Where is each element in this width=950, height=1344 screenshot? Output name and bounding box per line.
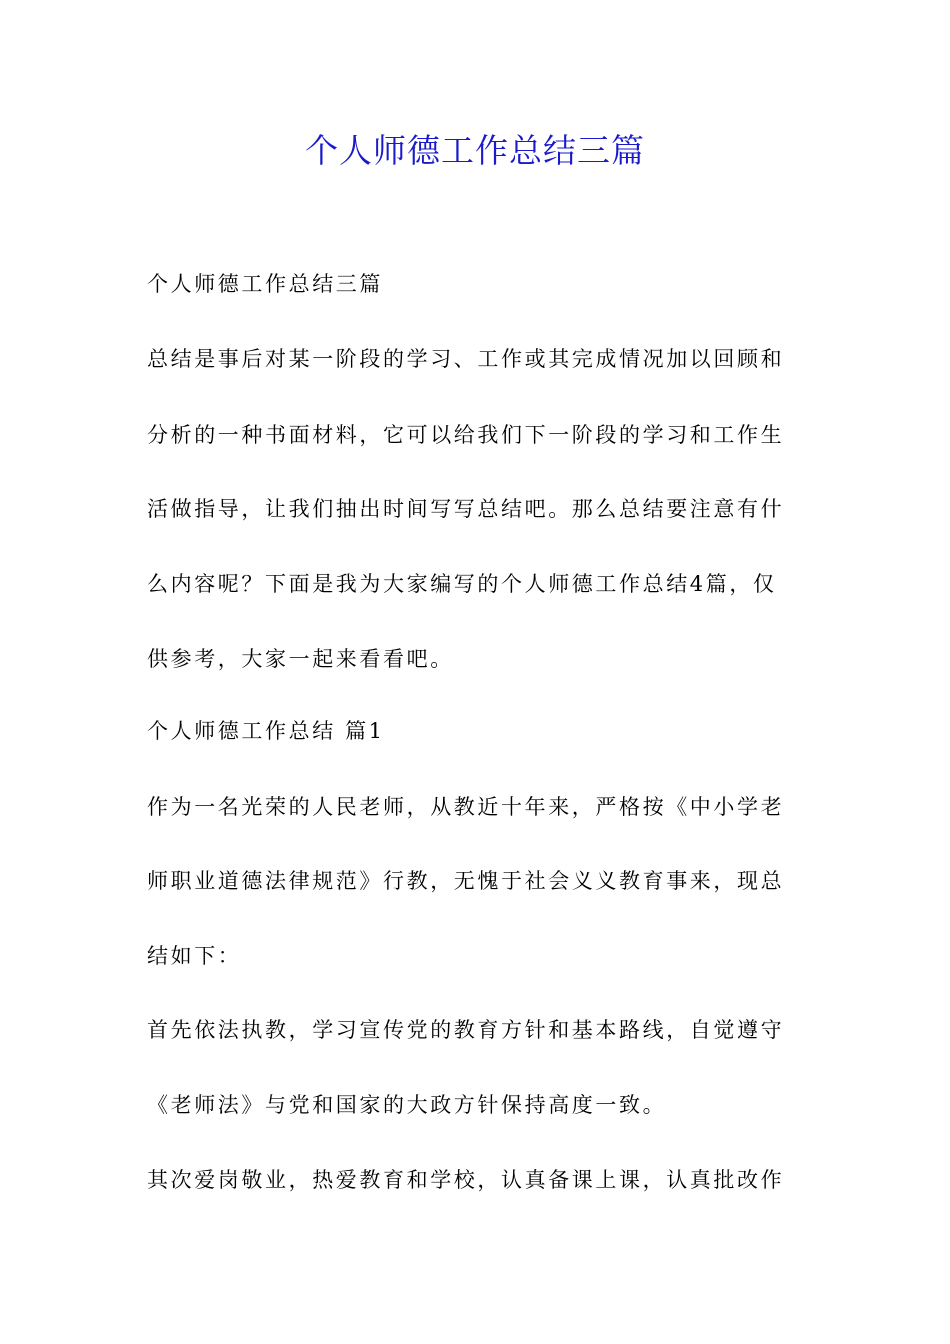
paragraph-line: 活做指导，让我们抽出时间写写总结吧。那么总结要注意有什 xyxy=(147,497,785,521)
paragraph-line: 总结是事后对某一阶段的学习、工作或其完成情况加以回顾和 xyxy=(147,347,785,371)
paragraph-line: 么内容呢？下面是我为大家编写的个人师德工作总结4篇，仅 xyxy=(147,572,777,596)
paragraph-line: 其次爱岗敬业，热爱教育和学校，认真备课上课，认真批改作 xyxy=(147,1168,785,1192)
paragraph-line: 师职业道德法律规范》行教，无愧于社会义义教育事来，现总 xyxy=(147,869,785,893)
paragraph-line: 分析的一种书面材料，它可以给我们下一阶段的学习和工作生 xyxy=(147,423,785,447)
paragraph-line: 结如下： xyxy=(147,944,242,968)
section-heading-line: 个人师德工作总结 篇1 xyxy=(147,719,385,743)
paragraph-line: 作为一名光荣的人民老师，从教近十年来，严格按《中小学老 xyxy=(147,795,785,819)
document-title: 个人师德工作总结三篇 xyxy=(305,131,645,170)
paragraph-line: 供参考，大家一起来看看吧。 xyxy=(147,647,454,671)
paragraph-line: 《老师法》与党和国家的大政方针保持高度一致。 xyxy=(147,1093,667,1117)
paragraph-line: 首先依法执教，学习宣传党的教育方针和基本路线，自觉遵守 xyxy=(147,1018,785,1042)
heading-line: 个人师德工作总结三篇 xyxy=(147,272,383,296)
